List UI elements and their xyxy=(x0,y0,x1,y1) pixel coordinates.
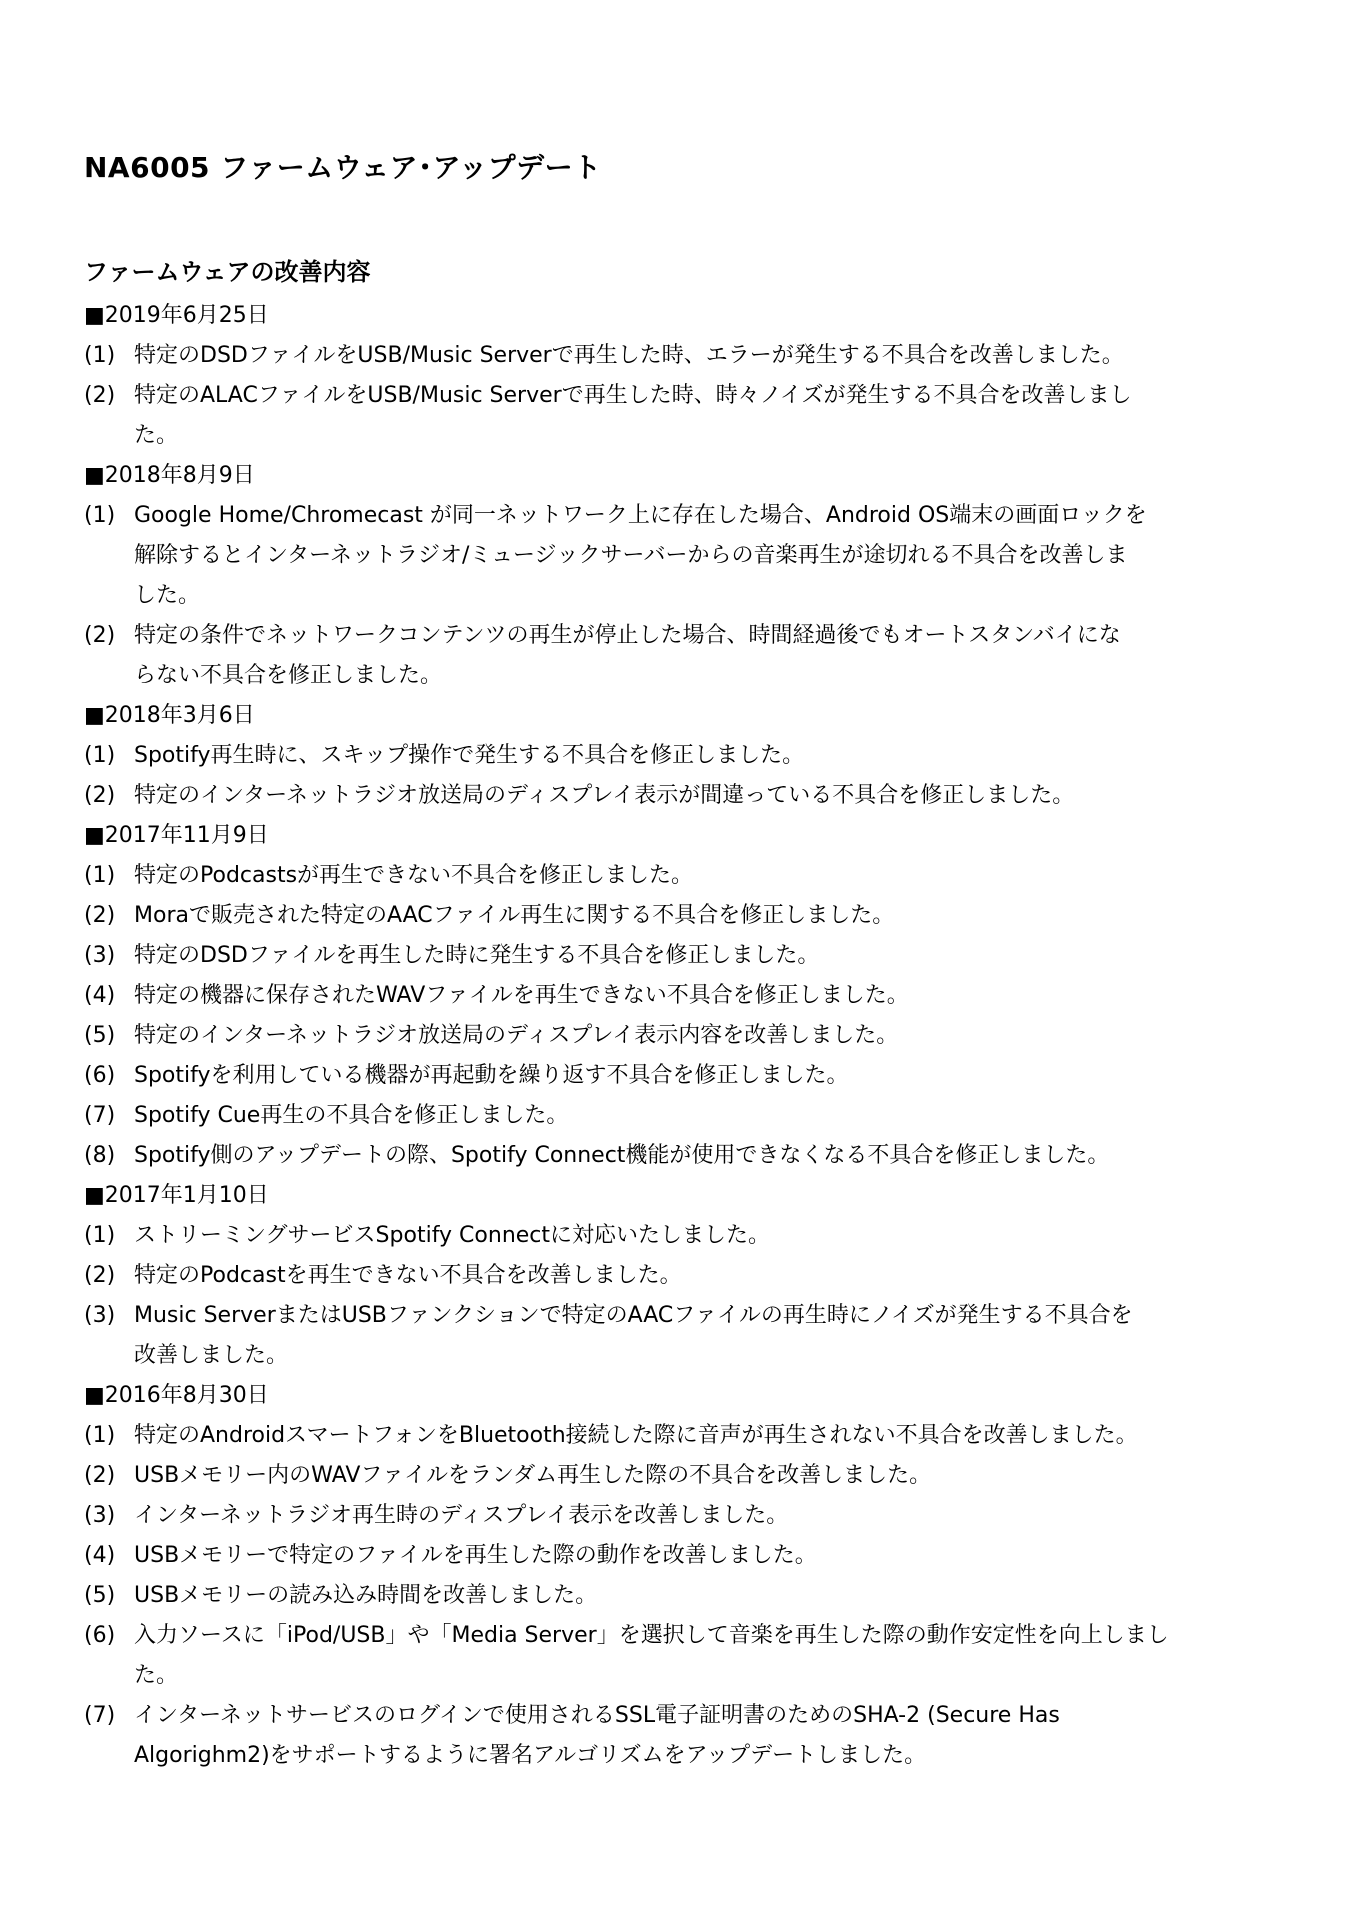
item-number: (2) xyxy=(84,783,116,808)
changelog-item xyxy=(84,856,1294,896)
item-number: (1) xyxy=(84,1223,116,1248)
item-number: (2) xyxy=(84,1463,116,1488)
item-text-line: ストリーミングサービスSpotify Connectに対応いたしました。 xyxy=(134,1223,771,1248)
item-text-line: 特定のDSDファイルをUSB/Music Serverで再生した時、エラーが発生する不具合を改善しました。 xyxy=(134,343,1124,368)
item-text xyxy=(134,976,1294,1016)
item-text xyxy=(134,1496,1294,1536)
changelog-item xyxy=(84,616,1294,696)
item-text-line: 特定の条件でネットワークコンテンツの再生が停止した場合、時間経過後でもオートスタンバイにな xyxy=(134,623,1121,648)
item-text xyxy=(134,1256,1294,1296)
item-text-line: 特定のALACファイルをUSB/Music Serverで再生した時、時々ノイズが発生する不具合を改善しまし xyxy=(134,383,1132,408)
item-text-line: Algorighm2)をサポートするように署名アルゴリズムをアップデートしました。 xyxy=(134,1743,927,1768)
item-text-line: Spotify再生時に、スキップ操作で発生する不具合を修正しました。 xyxy=(134,743,805,768)
item-text-line: Music ServerまたはUSBファンクションで特定のAACファイルの再生時にノイズが発生する不具合を xyxy=(134,1303,1133,1328)
changelog-item xyxy=(84,376,1294,456)
release-date: ■2017年11月9日 xyxy=(84,823,269,848)
item-text xyxy=(134,496,1294,616)
release-date: ■2018年8月9日 xyxy=(84,463,255,488)
item-text xyxy=(134,1016,1294,1056)
item-text xyxy=(134,1416,1294,1456)
release-date: ■2019年6月25日 xyxy=(84,303,269,328)
item-number: (2) xyxy=(84,903,116,928)
item-text-line: Spotify Cue再生の不具合を修正しました。 xyxy=(134,1103,569,1128)
item-text xyxy=(134,1296,1294,1376)
changelog-item xyxy=(84,1496,1294,1536)
item-number: (2) xyxy=(84,1263,116,1288)
changelog-item xyxy=(84,1056,1294,1096)
item-text-line: らない不具合を修正しました。 xyxy=(134,663,443,688)
changelog-item xyxy=(84,336,1294,376)
item-number: (5) xyxy=(84,1583,116,1608)
item-text-line: 入力ソースに「iPod/USB」や「Media Server」を選択して音楽を再生した際の動作安定性を向上しまし xyxy=(134,1623,1169,1648)
item-text-line: た。 xyxy=(134,423,179,448)
changelog-item xyxy=(84,896,1294,936)
release-date: ■2017年1月10日 xyxy=(84,1183,269,1208)
item-text-line: 特定のPodcastを再生できない不具合を改善しました。 xyxy=(134,1263,682,1288)
item-text xyxy=(134,896,1294,936)
item-text xyxy=(134,376,1294,456)
item-number: (1) xyxy=(84,863,116,888)
item-text-line: インターネットサービスのログインで使用されるSSL電子証明書のためのSHA-2 (Secure Has xyxy=(134,1703,1060,1728)
item-text xyxy=(134,1536,1294,1576)
changelog-item xyxy=(84,1096,1294,1136)
changelog-item xyxy=(84,496,1294,616)
item-text-line: 特定のAndroidスマートフォンをBluetooth接続した際に音声が再生されない不具合を改善しました。 xyxy=(134,1423,1138,1448)
page-title: NA6005 ファームウェア･アップデート xyxy=(84,151,602,184)
item-text xyxy=(134,1576,1294,1616)
item-text xyxy=(134,1056,1294,1096)
item-text-line: Spotify側のアップデートの際、Spotify Connect機能が使用できなくなる不具合を修正しました。 xyxy=(134,1143,1110,1168)
changelog-item xyxy=(84,1256,1294,1296)
item-text xyxy=(134,616,1294,696)
release-list xyxy=(84,296,1294,1776)
item-number: (5) xyxy=(84,1023,116,1048)
section-heading: ファームウェアの改善内容 xyxy=(84,258,371,286)
changelog-item xyxy=(84,1136,1294,1176)
item-text xyxy=(134,1136,1294,1176)
changelog-item xyxy=(84,976,1294,1016)
item-text xyxy=(134,1096,1294,1136)
item-text xyxy=(134,1696,1294,1776)
item-text-line: 特定のインターネットラジオ放送局のディスプレイ表示内容を改善しました。 xyxy=(134,1023,899,1048)
changelog-item xyxy=(84,1696,1294,1776)
item-text xyxy=(134,936,1294,976)
item-text-line: Spotifyを利用している機器が再起動を繰り返す不具合を修正しました。 xyxy=(134,1063,849,1088)
item-number: (7) xyxy=(84,1703,116,1728)
release-date: ■2016年8月30日 xyxy=(84,1383,269,1408)
changelog-item xyxy=(84,736,1294,776)
item-number: (2) xyxy=(84,383,116,408)
item-number: (6) xyxy=(84,1623,116,1648)
release-date: ■2018年3月6日 xyxy=(84,703,255,728)
changelog-item xyxy=(84,1456,1294,1496)
changelog-item xyxy=(84,776,1294,816)
item-number: (3) xyxy=(84,1303,116,1328)
item-text xyxy=(134,1216,1294,1256)
item-text-line: Google Home/Chromecast が同一ネットワーク上に存在した場合、Android OS端末の画面ロックを xyxy=(134,503,1147,528)
changelog-item xyxy=(84,1016,1294,1056)
item-number: (4) xyxy=(84,1543,116,1568)
item-text-line: た。 xyxy=(134,1663,179,1688)
item-number: (3) xyxy=(84,1503,116,1528)
item-number: (1) xyxy=(84,743,116,768)
item-number: (7) xyxy=(84,1103,116,1128)
item-number: (6) xyxy=(84,1063,116,1088)
item-number: (1) xyxy=(84,503,116,528)
item-number: (4) xyxy=(84,983,116,1008)
item-text-line: USBメモリーの読み込み時間を改善しました。 xyxy=(134,1583,598,1608)
item-number: (2) xyxy=(84,623,116,648)
item-text xyxy=(134,856,1294,896)
item-number: (1) xyxy=(84,343,116,368)
changelog-item xyxy=(84,1416,1294,1456)
changelog-item xyxy=(84,1296,1294,1376)
changelog-item xyxy=(84,1576,1294,1616)
item-text-line: 特定の機器に保存されたWAVファイルを再生できない不具合を修正しました。 xyxy=(134,983,909,1008)
item-text xyxy=(134,1456,1294,1496)
item-text-line: Moraで販売された特定のAACファイル再生に関する不具合を修正しました。 xyxy=(134,903,895,928)
changelog-item xyxy=(84,1536,1294,1576)
item-text xyxy=(134,776,1294,816)
item-number: (1) xyxy=(84,1423,116,1448)
item-text xyxy=(134,336,1294,376)
item-text xyxy=(134,1616,1294,1696)
item-number: (3) xyxy=(84,943,116,968)
item-text-line: インターネットラジオ再生時のディスプレイ表示を改善しました。 xyxy=(134,1503,789,1528)
item-text-line: 特定のDSDファイルを再生した時に発生する不具合を修正しました。 xyxy=(134,943,820,968)
changelog-item xyxy=(84,1616,1294,1696)
changelog-item xyxy=(84,1216,1294,1256)
item-text-line: USBメモリー内のWAVファイルをランダム再生した際の不具合を改善しました。 xyxy=(134,1463,932,1488)
item-text-line: USBメモリーで特定のファイルを再生した際の動作を改善しました。 xyxy=(134,1543,817,1568)
item-text-line: 改善しました。 xyxy=(134,1343,289,1368)
item-text-line: 解除するとインターネットラジオ/ミュージックサーバーからの音楽再生が途切れる不具合を改善しま xyxy=(134,543,1128,568)
item-text xyxy=(134,736,1294,776)
item-text-line: した。 xyxy=(134,583,201,608)
item-text-line: 特定のPodcastsが再生できない不具合を修正しました。 xyxy=(134,863,694,888)
changelog-item xyxy=(84,936,1294,976)
item-number: (8) xyxy=(84,1143,116,1168)
item-text-line: 特定のインターネットラジオ放送局のディスプレイ表示が間違っている不具合を修正しました。 xyxy=(134,783,1075,808)
